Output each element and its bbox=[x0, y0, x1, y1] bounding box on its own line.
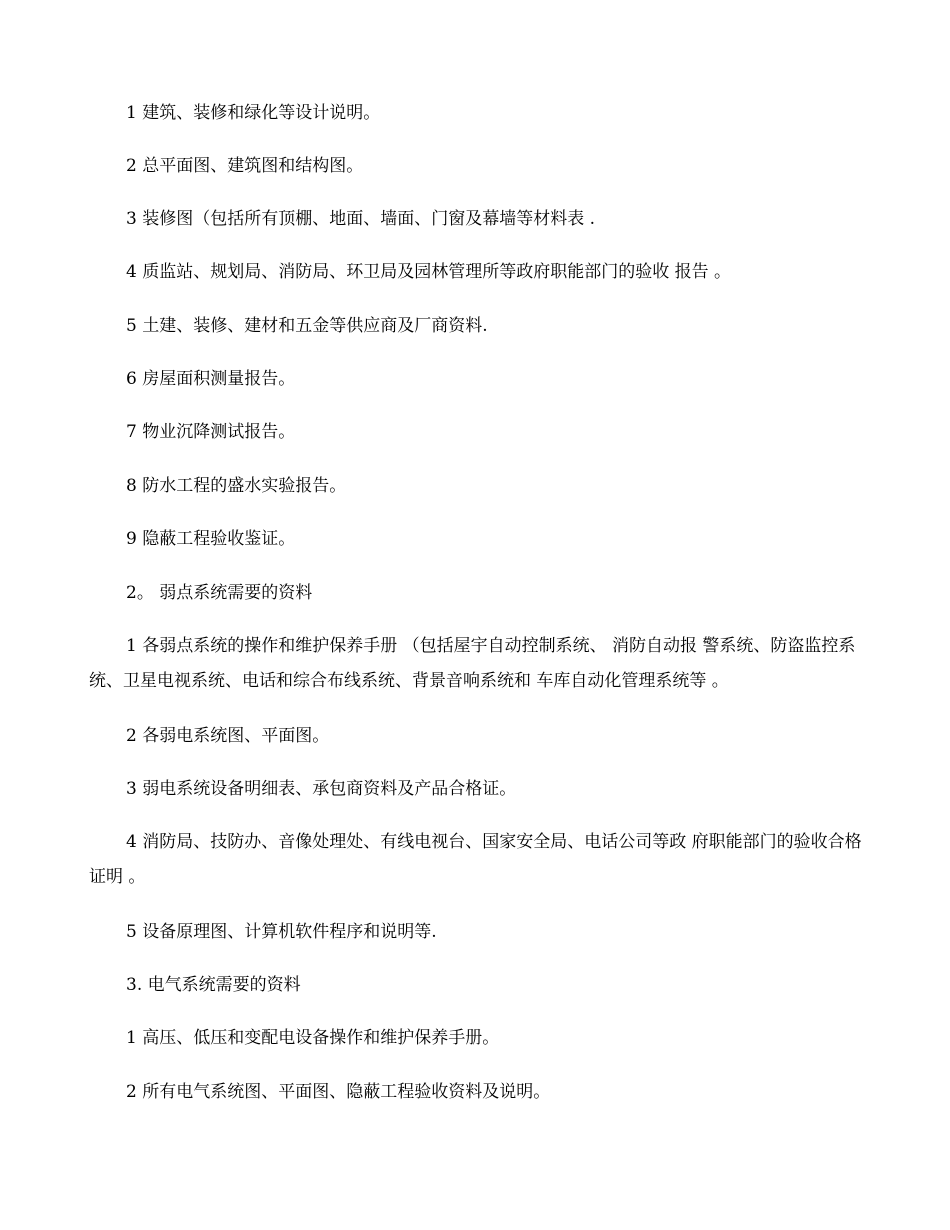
section-heading-electrical: 3. 电气系统需要的资料 bbox=[126, 975, 301, 995]
paragraph-electrical-manuals: 1 高压、低压和变配电设备操作和维护保养手册。 bbox=[126, 1028, 500, 1048]
paragraph-site-plan: 2 总平面图、建筑图和结构图。 bbox=[126, 156, 364, 176]
paragraph-supplier-info: 5 土建、装修、建材和五金等供应商及厂商资料. bbox=[126, 316, 488, 336]
paragraph-waterproof-test: 8 防水工程的盛水实验报告。 bbox=[126, 476, 347, 496]
paragraph-settlement-test: 7 物业沉降测试报告。 bbox=[126, 422, 296, 442]
paragraph-weak-current-manuals: 1 各弱点系统的操作和维护保养手册 （包括屋宇自动控制系统、 消防自动报 警系统、防盗监控系统、卫星电视系统、电话和综合布线系统、背景音响系统和 车库自动化管理系统等 。 bbox=[89, 636, 856, 691]
paragraph-equipment-list: 3 弱电系统设备明细表、承包商资料及产品合格证。 bbox=[126, 779, 517, 799]
paragraph-area-survey: 6 房屋面积测量报告。 bbox=[126, 369, 296, 389]
paragraph-design-description: 1 建筑、装修和绿化等设计说明。 bbox=[126, 103, 381, 123]
paragraph-schematics-software: 5 设备原理图、计算机软件程序和说明等. bbox=[126, 922, 437, 942]
paragraph-electrical-diagrams: 2 所有电气系统图、平面图、隐蔽工程验收资料及说明。 bbox=[126, 1082, 551, 1102]
paragraph-weak-current-diagrams: 2 各弱电系统图、平面图。 bbox=[126, 726, 330, 746]
paragraph-decoration-drawings: 3 装修图（包括所有顶棚、地面、墙面、门窗及幕墙等材料表 . bbox=[126, 209, 596, 229]
paragraph-acceptance-report: 4 质监站、规划局、消防局、环卫局及园林管理所等政府职能部门的验收 报告 。 bbox=[126, 262, 732, 282]
section-heading-weak-current: 2。 弱点系统需要的资料 bbox=[126, 583, 313, 603]
paragraph-concealed-works: 9 隐蔽工程验收鉴证。 bbox=[126, 529, 296, 549]
paragraph-acceptance-certificates: 4 消防局、技防办、音像处理处、有线电视台、国家安全局、电话公司等政 府职能部门的验收合格证明 。 bbox=[89, 832, 862, 887]
